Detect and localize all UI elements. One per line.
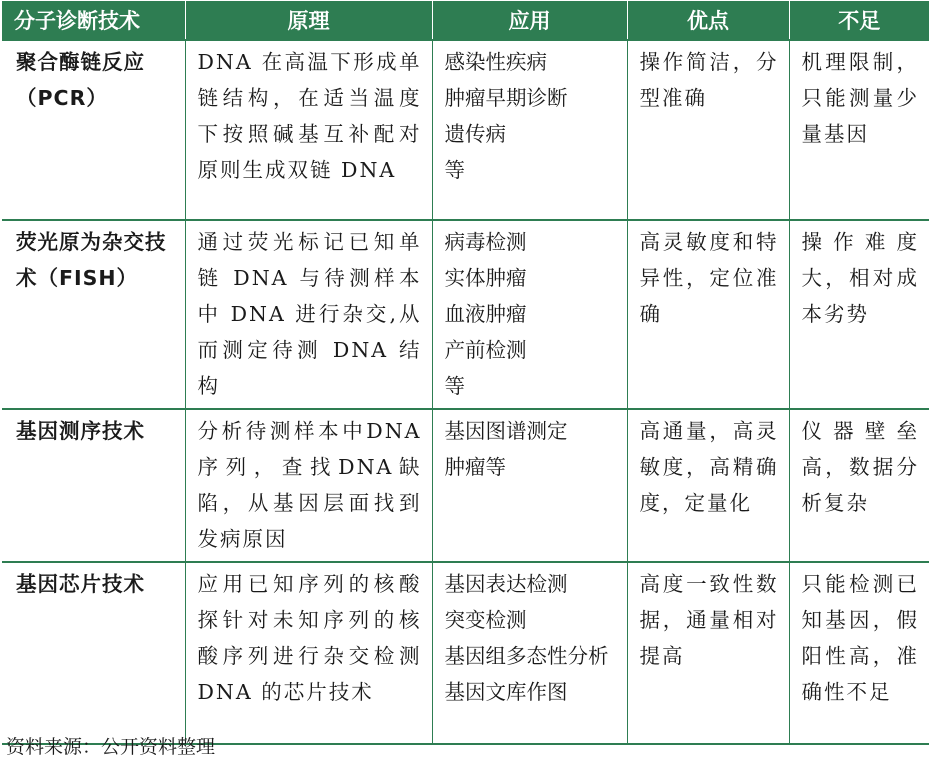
applications-cell <box>432 40 627 220</box>
disadvantages-cell: 只能检测已知基因，假阳性高，准确性不足 <box>789 562 929 744</box>
applications-cell <box>432 409 627 562</box>
technique-cell: 荧光原为杂交技术（FISH） <box>2 220 185 409</box>
molecular-diagnostics-table <box>2 1 929 745</box>
application-item: 等 <box>444 158 465 182</box>
application-item: 基因组多态性分析 <box>444 644 609 668</box>
header-applications: 应用 <box>432 1 627 40</box>
advantages-cell: 操作简洁，分型准确 <box>627 40 789 220</box>
principle-cell: 分析待测样本中DNA序列，查找DNA缺陷，从基因层面找到发病原因 <box>185 409 432 562</box>
applications-cell <box>432 562 627 744</box>
header-technique: 分子诊断技术 <box>2 1 185 40</box>
table-row <box>2 562 929 744</box>
disadvantages-cell: 机理限制，只能测量少量基因 <box>789 40 929 220</box>
application-item: 病毒检测 <box>444 230 527 254</box>
application-item: 肿瘤早期诊断 <box>444 86 568 110</box>
application-item: 遗传病 <box>444 122 506 146</box>
source-note: 资料来源：公开资料整理 <box>6 736 216 758</box>
disadvantages-cell: 操作难度大，相对成本劣势 <box>789 220 929 409</box>
application-item: 突变检测 <box>444 608 527 632</box>
header-advantages: 优点 <box>627 1 789 40</box>
technique-cell: 聚合酶链反应（PCR） <box>2 40 185 220</box>
principle-cell: 通过荧光标记已知单链 DNA 与待测样本中 DNA 进行杂交,从而测定待测 DNA 结构 <box>185 220 432 409</box>
principle-cell: DNA 在高温下形成单链结构，在适当温度下按照碱基互补配对原则生成双链 DNA <box>185 40 432 220</box>
application-item: 实体肿瘤 <box>444 266 527 290</box>
application-item: 基因文库作图 <box>444 680 568 704</box>
table-row <box>2 220 929 409</box>
advantages-cell: 高度一致性数据，通量相对提高 <box>627 562 789 744</box>
application-item: 血液肿瘤 <box>444 302 527 326</box>
table-row <box>2 409 929 562</box>
application-item: 感染性疾病 <box>444 50 547 74</box>
header-row <box>2 1 929 40</box>
technique-cell: 基因芯片技术 <box>2 562 185 744</box>
table-body <box>2 40 929 744</box>
application-item: 产前检测 <box>444 338 527 362</box>
header-disadvantages: 不足 <box>789 1 929 40</box>
technique-cell: 基因测序技术 <box>2 409 185 562</box>
advantages-cell: 高灵敏度和特异性，定位准确 <box>627 220 789 409</box>
disadvantages-cell: 仪器壁垒高，数据分析复杂 <box>789 409 929 562</box>
application-item: 肿瘤等 <box>444 455 506 479</box>
application-item: 等 <box>444 374 465 398</box>
table-header <box>2 1 929 40</box>
application-item: 基因表达检测 <box>444 572 568 596</box>
table-row <box>2 40 929 220</box>
header-principle: 原理 <box>185 1 432 40</box>
application-item: 基因图谱测定 <box>444 419 568 443</box>
principle-cell: 应用已知序列的核酸探针对未知序列的核酸序列进行杂交检测 DNA 的芯片技术 <box>185 562 432 744</box>
advantages-cell: 高通量，高灵敏度，高精确度，定量化 <box>627 409 789 562</box>
applications-cell <box>432 220 627 409</box>
